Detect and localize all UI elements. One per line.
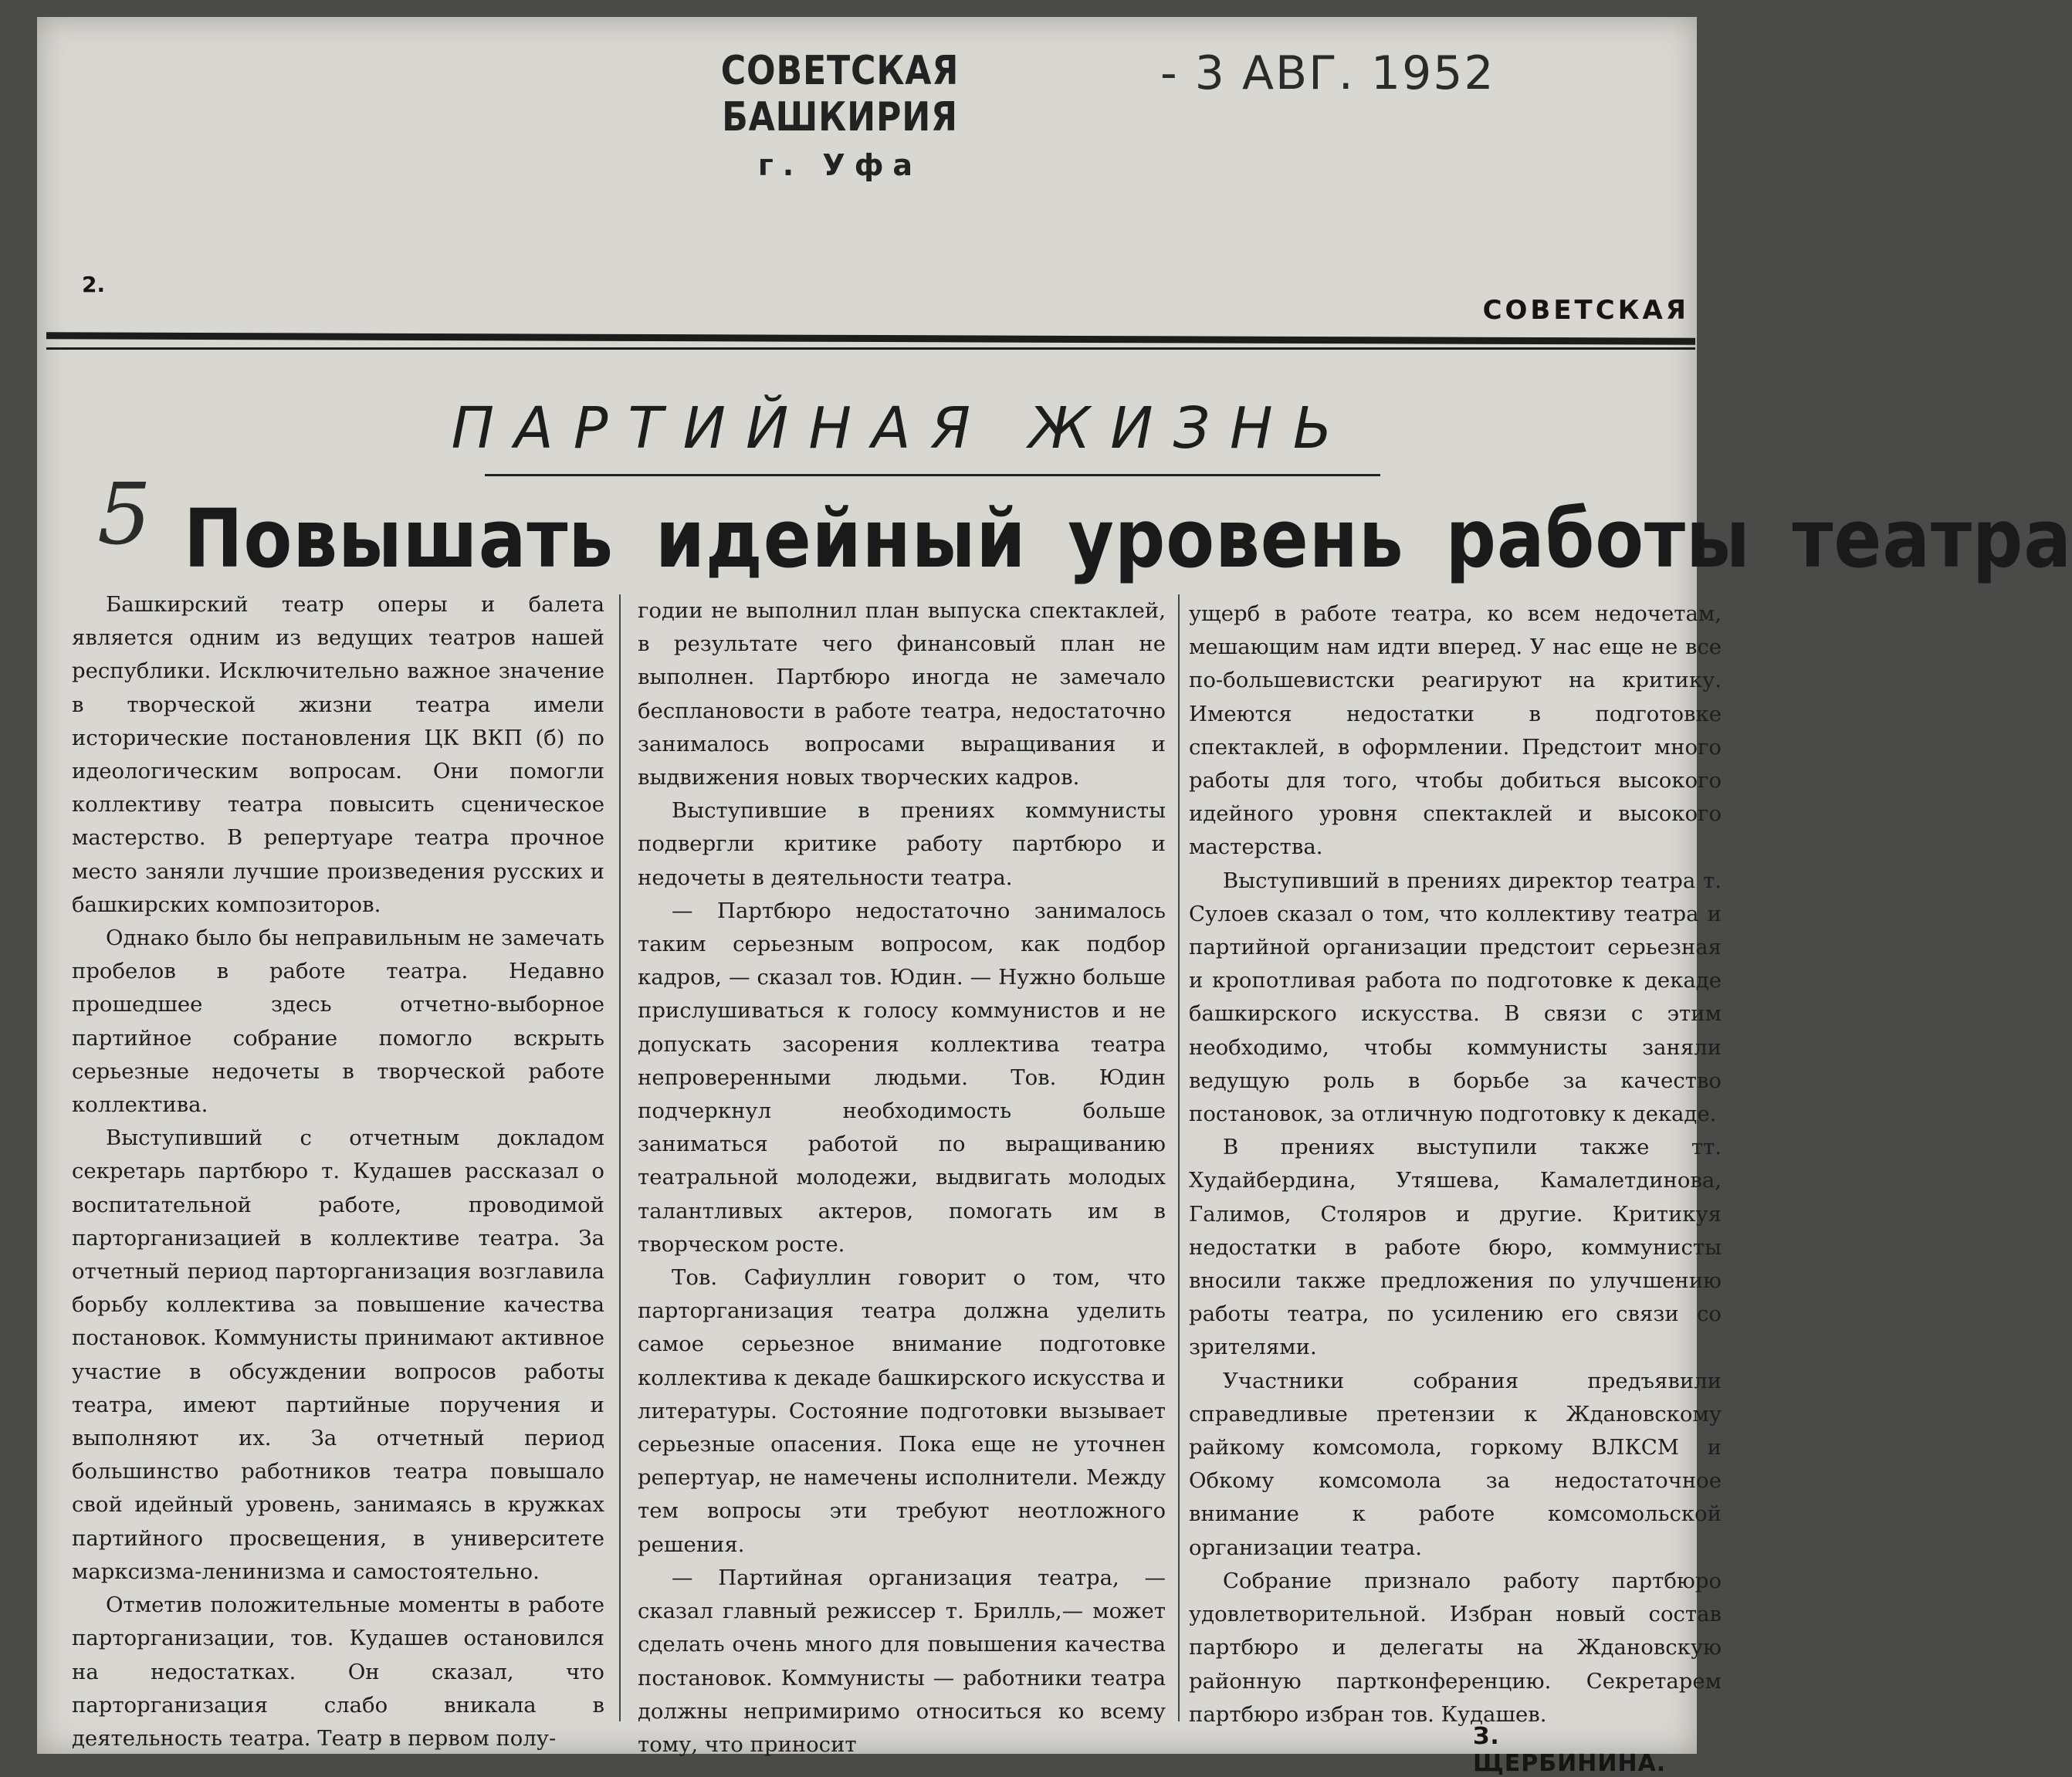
paragraph: Башкирский театр оперы и балета является одним из ведущих театров нашей республики. Исключительно важное значение в творческой жизни театра имели исторические постановления ЦК ВКП (б) по идеологическим вопросам. Они помогли коллективу театра повысить сценическое мастерство. В репертуаре театра прочное место заняли лучшие произведения русских и башкирских композиторов. (72, 592, 604, 917)
page-number: 2. (82, 272, 106, 297)
column-divider (619, 594, 621, 1721)
paragraph: Выступивший с отчетным докладом секретарь партбюро т. Кудашев рассказал о воспитательной работе, проводимой парторганизацией в коллективе театра. За отчетный период парторганизация возглавила борьбу коллектива за повышение качества постановок. Коммунисты принимают активное участие в обсуждении вопросов работы театра, имеют партийные поручения и выполняют их. За отчетный период большинство работников театра повышало свой идейный уровень, занимаясь в кружках партийного просвещения, в университете марксизма-ленинизма и самостоятельно. (72, 1125, 604, 1584)
rubric-underline (485, 474, 1380, 476)
paragraph: Участники собрания предъявили справедливые претензии к Ждановскому райкому комсомола, горкому ВЛКСМ и Обкому комсомола за недостаточное внимание к работе комсомольской организации театра. (1189, 1368, 1722, 1560)
paragraph: Собрание признало работу партбюро удовлетворительной. Избран новый состав партбюро и делегаты на Ждановскую районную партконференцию. Секретарем партбюро избран тов. Кудашев. (1189, 1568, 1722, 1727)
page-masthead: СОВЕТСКАЯ (1482, 295, 1689, 326)
article-column-1 (72, 588, 604, 1755)
article-headline: Повышать идейный уровень работы театра (184, 492, 2072, 586)
paragraph: Однако было бы неправильным не замечать пробелов в работе театра. Недавно прошедшее здесь отчетно-выборное партийное собрание помогло вскрыть серьезные недочеты в творческой работе коллектива. (72, 926, 604, 1118)
library-stamp (624, 48, 1056, 182)
header-rule-thin (46, 347, 1695, 350)
paragraph: В прениях выступили также тт. Худайбердина, Утяшева, Камалетдинова, Галимов, Столяров и другие. Критикуя недостатки в работе бюро, коммунисты вносили также предложения по улучшению работы театра, по усилению его связи со зрителями. (1189, 1135, 1722, 1360)
paragraph: Отметив положительные моменты в работе парторганизации, тов. Кудашев остановился на недостатках. Он сказал, что парторганизация слабо вникала в деятельность театра. Театр в первом полу- (72, 1593, 604, 1751)
paragraph: годии не выполнил план выпуска спектаклей, в результате чего финансовый план не выполнен. Партбюро иногда не замечало бесплановости в работе театра, недостаточно занималось вопросами выращивания и выдвижения новых творческих кадров. (638, 598, 1166, 790)
paragraph: — Партийная организация театра, — сказал главный режиссер т. Брилль,— может сделать очень много для повышения качества постановок. Коммунисты — работники театра должны непримиримо относиться ко всему тому, что приносит (638, 1565, 1166, 1757)
column-divider (1178, 594, 1180, 1721)
paragraph: ущерб в работе театра, ко всем недочетам, мешающим нам идти вперед. У нас еще не все по-большевистски реагируют на критику. Имеются недостатки в подготовке спектаклей, в оформлении. Предстоит много работы для того, чтобы добиться высокого идейного уровня спектаклей и высокого мастерства. (1189, 601, 1722, 860)
handwritten-number: 5 (97, 465, 151, 564)
paragraph: Тов. Сафиуллин говорит о том, что парторганизация театра должна уделить самое серьезное внимание подготовке коллектива к декаде башкирского искусства и литературы. Состояние подготовки вызывает серьезные опасения. Пока еще не уточнен репертуар, не намечены исполнители. Между тем вопросы эти требуют неотложного решения. (638, 1265, 1166, 1557)
article-column-3 (1189, 597, 1722, 1731)
stamp-newspaper-name: СОВЕТСКАЯ БАШКИРИЯ (720, 48, 960, 140)
paragraph: Выступившие в прениях коммунисты подвергли критике работу партбюро и недочеты в деятельности театра. (638, 798, 1166, 890)
stamp-city: г. Уфа (757, 148, 923, 182)
author-signature: З. ЩЕРБИНИНА. (1473, 1723, 1667, 1777)
stamp-date: - 3 АВГ. 1952 (1160, 46, 1495, 100)
paragraph: Выступивший в прениях директор театра т. Сулоев сказал о том, что коллективу театра и партийной организации предстоит серьезная и кропотливая работа по подготовке к декаде башкирского искусства. В связи с этим необходимо, чтобы коммунисты заняли ведущую роль в борьбе за качество постановок, за отличную подготовку к декаде. (1189, 868, 1722, 1127)
section-rubric: ПАРТИЙНАЯ ЖИЗНЬ (451, 395, 1353, 462)
article-column-2 (638, 594, 1166, 1762)
header-rule (46, 332, 1695, 344)
paragraph: — Партбюро недостаточно занималось таким серьезным вопросом, как подбор кадров, — сказал тов. Юдин. — Нужно больше прислушиваться к голосу коммунистов и не допускать засорения коллектива театра непроверенными людьми. Тов. Юдин подчеркнул необходимость больше заниматься работой по выращиванию театральной молодежи, выдвигать молодых талантливых актеров, помогать им в творческом росте. (638, 898, 1166, 1257)
newspaper-clipping (37, 17, 2072, 1777)
